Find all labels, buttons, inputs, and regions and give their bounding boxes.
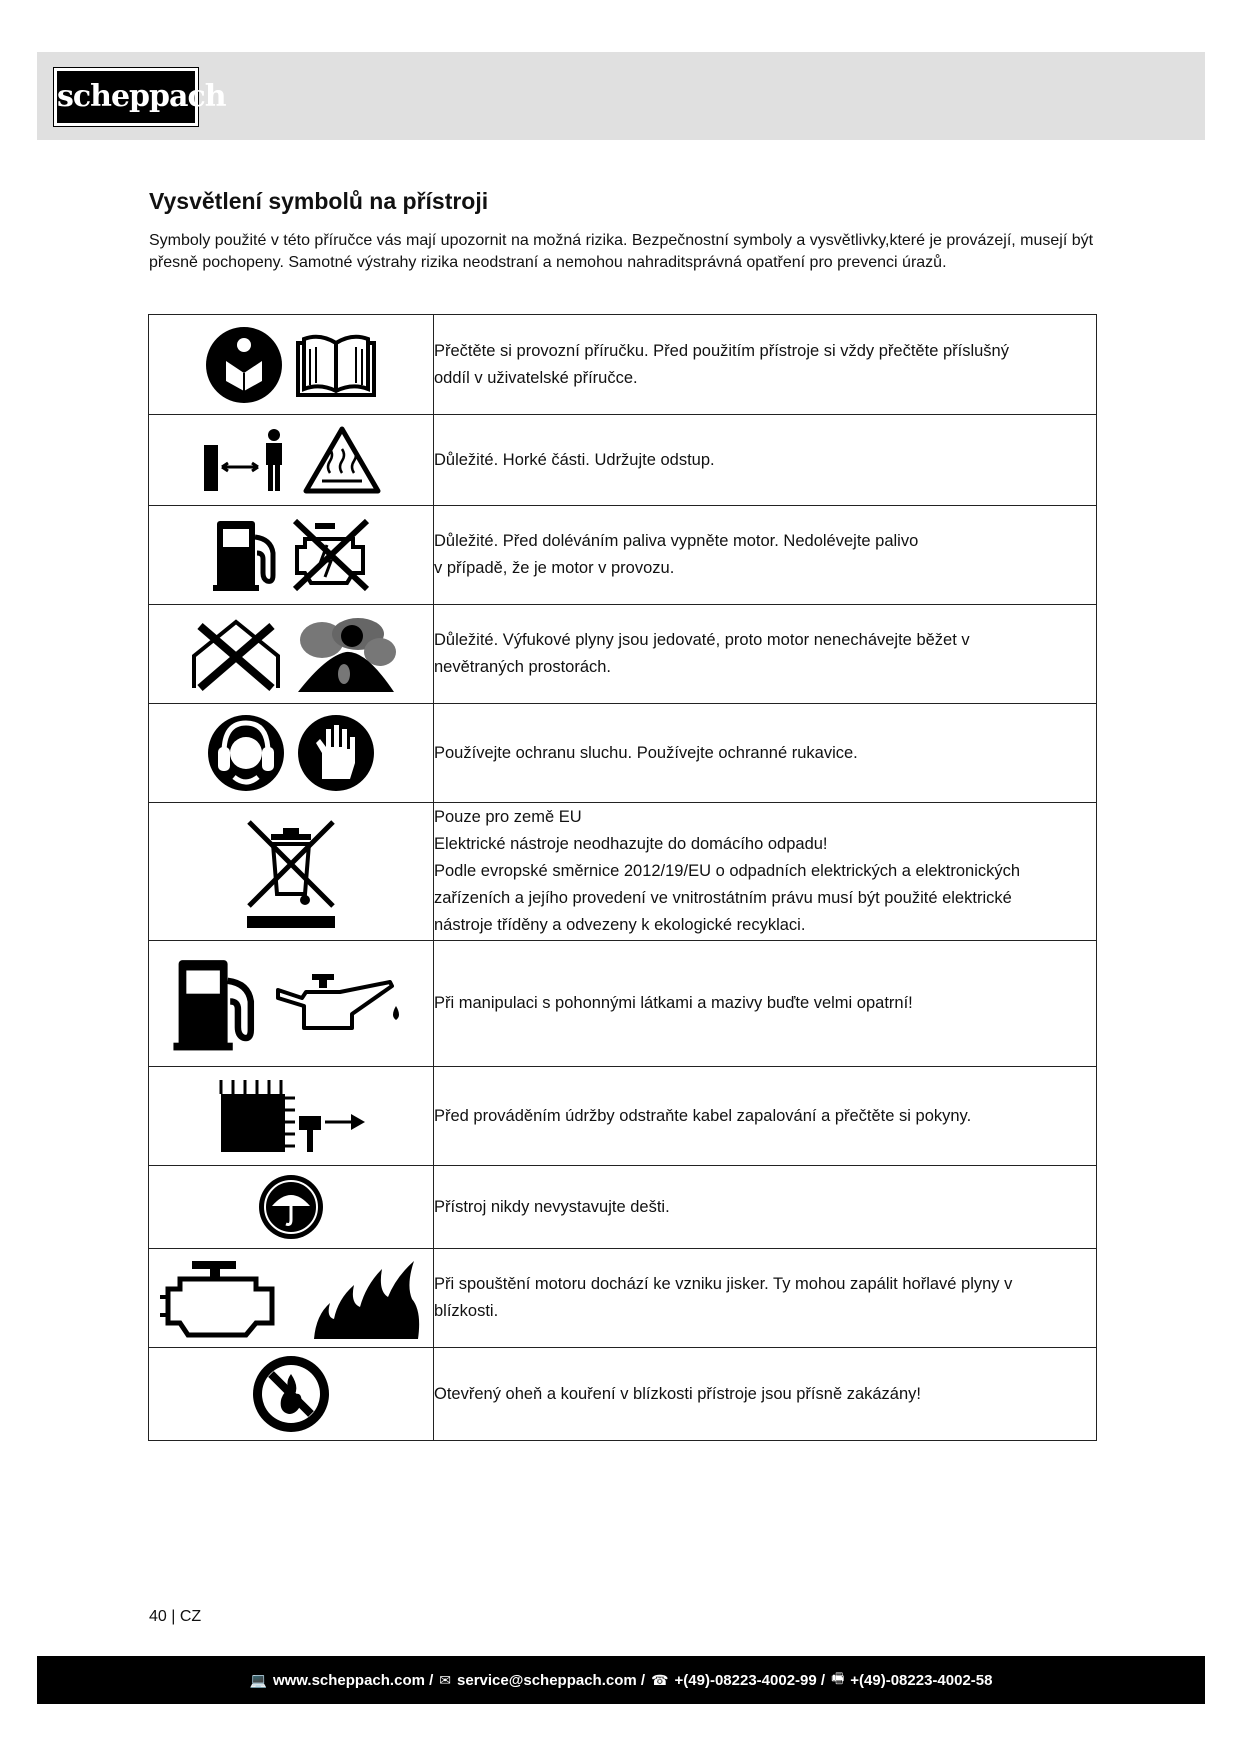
fax-icon: 🖷 [831,1670,845,1686]
page-title: Vysvětlení symbolů na přístroji [149,188,489,214]
table-row [149,1166,1097,1249]
row-text-line: Používejte ochranu sluchu. Používejte ochranné rukavice. [434,743,858,762]
page-number: 40 | CZ [149,1608,202,1625]
table-row [149,1249,1097,1348]
email-icon: ✉ [439,1671,452,1688]
gloves-icon [296,713,376,793]
computer-icon: 💻 [249,1671,267,1688]
row-text-line: zařízeních a jejího provedení ve vnitrostátním právu musí být použité elektrické [434,889,1012,907]
row-text-line: Při spouštění motoru dochází ke vzniku jisker. Ty mohou zapálit hořlavé plyny v [434,1275,1013,1293]
weee-bin-icon [243,814,339,930]
page-header [37,52,1205,140]
fuel-pump-icon [170,955,262,1053]
row-text-line: Podle evropské směrnice 2012/19/EU o odpadních elektrických a elektronických [434,862,1021,880]
row-text-line: Přečtěte si provozní příručku. Před použitím přístroje si vždy přečtěte příslušný [434,341,1009,360]
read-manual-icon [204,325,284,405]
ear-protection-icon [206,713,286,793]
table-row [149,605,1097,704]
row-text-line: oddíl v uživatelské příručce. [434,368,638,387]
table-row [149,1067,1097,1166]
row-text-line: nevětraných prostorách. [434,658,612,676]
table-row [149,1348,1097,1441]
table-row [149,315,1097,415]
scheppach-logo: scheppach [54,68,198,126]
fire-icon [312,1255,424,1341]
table-row [149,506,1097,605]
table-row [149,803,1097,941]
open-book-icon [294,329,378,401]
oil-can-icon [272,964,412,1044]
engine-crossed-icon [291,517,371,593]
website-text: www.scheppach.com / [272,1671,434,1689]
fuel-pump-icon [211,517,281,593]
page-footer [37,1656,1205,1704]
no-open-flame-icon [251,1354,331,1434]
rain-umbrella-icon [258,1174,324,1240]
table-row [149,415,1097,506]
phone-text: +(49)-08223-4002-99 / [674,1671,826,1689]
row-text-line: Elektrické nástroje neodhazujte do domácího odpadu! [434,835,828,853]
row-text-line: blízkosti. [434,1302,499,1320]
hot-surface-warning-icon [302,425,382,495]
spark-plug-cable-icon [211,1076,371,1156]
row-text-line: Důležité. Před doléváním paliva vypněte motor. Nedolévejte palivo [434,532,919,550]
row-text-line: Přístroj nikdy nevystavujte dešti. [434,1197,670,1216]
table-row [149,941,1097,1067]
fax-text: +(49)-08223-4002-58 [850,1671,993,1689]
keep-distance-icon [200,427,292,493]
phone-icon: ☎ [651,1671,669,1688]
intro-paragraph: Symboly použité v této příručce vás mají upozornit na možná rizika. Bezpečnostní symboly a vysvětlivky,které je provázejí, musejí být přesně pochopeny. Samotné výstrahy rizika neodstraní a nemohou nahraditsprávná opatření pro prevenci úrazů. [149,232,1094,271]
email-text: service@scheppach.com / [457,1671,646,1689]
row-text-line: nástroje tříděny a odvezeny k ekologické recyklaci. [434,916,806,934]
row-text-line: Důležité. Výfukové plyny jsou jedovaté, proto motor nenechávejte běžet v [434,631,970,649]
row-text-line: Otevřený oheň a kouření v blízkosti přístroje jsou přísně zakázány! [434,1384,921,1403]
house-crossed-icon [186,616,286,692]
symbols-table [148,314,1097,1441]
row-text-line: Důležité. Horké části. Udržujte odstup. [434,450,715,469]
row-text-line: Před prováděním údržby odstraňte kabel zapalování a přečtěte si pokyny. [434,1106,972,1125]
row-text-line: Pouze pro země EU [434,808,582,826]
toxic-fumes-icon [296,616,396,692]
row-text-line: Při manipulaci s pohonnými látkami a mazivy buďte velmi opatrní! [434,994,913,1012]
engine-icon [158,1257,282,1339]
table-row [149,704,1097,803]
row-text-line: v případě, že je motor v provozu. [434,559,675,577]
